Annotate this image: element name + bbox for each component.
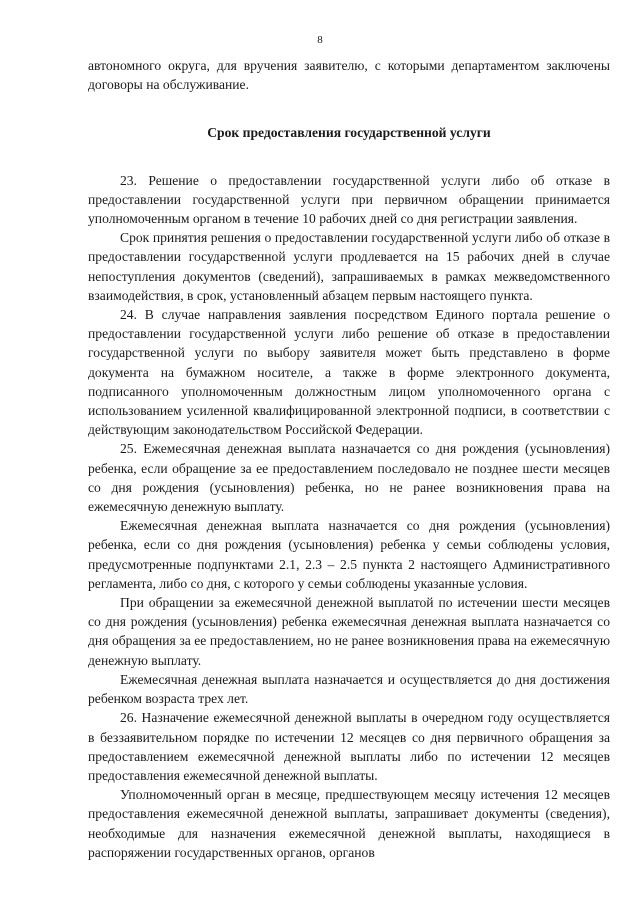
- paragraph-25-duration: Ежемесячная денежная выплата назначается и осуществляется до дня достижения ребенком возраста трех лет.: [88, 671, 610, 707]
- document-body: [88, 56, 610, 862]
- paragraph-26-request: Уполномоченный орган в месяце, предшествующем месяцу истечения 12 месяцев предоставления ежемесячной денежной выплаты, запрашивает документы (сведения), необходимые для назначения ежемесячной денежной выплаты, находящиеся в распоряжении государственных органов, органов: [88, 787, 610, 860]
- page-number: 8: [317, 34, 323, 46]
- paragraph-26: 26. Назначение ежемесячной денежной выплаты в очередном году осуществляется в беззаявительном порядке по истечении 12 месяцев со дня первичного обращения за предоставлением ежемесячной денежной выплаты либо по истечении 12 месяцев предоставления ежемесячной денежной выплаты.: [88, 710, 610, 783]
- paragraph-25: 25. Ежемесячная денежная выплата назначается со дня рождения (усыновления) ребенка, если обращение за ее предоставлением последовало не позднее шести месяцев со дня рождения (усыновления) ребенка, но не ранее возникновения права на ежемесячную денежную выплату.: [88, 441, 610, 515]
- paragraph-25-conditions: Ежемесячная денежная выплата назначается со дня рождения (усыновления) ребенка, если со дня рождения (усыновления) ребенка у семьи соблюдены условия, предусмотренные подпунктами 2.1, 2.3 – 2.5 пункта 2 настоящего Административного регламента, либо со дня, с которого у семьи соблюдены указанные условия.: [88, 518, 610, 591]
- paragraph-24: 24. В случае направления заявления посредством Единого портала решение о предоставлении государственной услуги либо решение об отказе в предоставлении государственной услуги по выбору заявителя может быть представлено в форме документа на бумажном носителе, а также в форме электронного документа, подписанного уполномоченным должностным лицом уполномоченного органа с использованием усиленной квалифицированной электронной подписи, в соответствии с действующим законодательством Российской Федерации.: [88, 307, 610, 438]
- paragraph-25-late-application: При обращении за ежемесячной денежной выплатой по истечении шести месяцев со дня рождения (усыновления) ребенка ежемесячная денежная выплата назначается со дня обращения за ее предоставлением, но не ранее возникновения права на ежемесячную денежную выплату.: [88, 595, 610, 668]
- intro-paragraph: автономного округа, для вручения заявителю, с которыми департаментом заключены договоры на обслуживание.: [88, 58, 610, 93]
- section-title: Срок предоставления государственной услуги: [207, 125, 491, 141]
- paragraph-23: 23. Решение о предоставлении государственной услуги либо об отказе в предоставлении государственной услуги при первичном обращении принимается уполномоченным органом в течение 10 рабочих дней со дня регистрации заявления.: [88, 172, 610, 227]
- paragraph-23-extension: Срок принятия решения о предоставлении государственной услуги либо об отказе в предоставлении государственной услуги продлевается на 15 рабочих дней в случае непоступления документов (сведений), запрашиваемых в рамках межведомственного взаимодействия, в срок, установленный абзацем первым настоящего пункта.: [88, 230, 610, 303]
